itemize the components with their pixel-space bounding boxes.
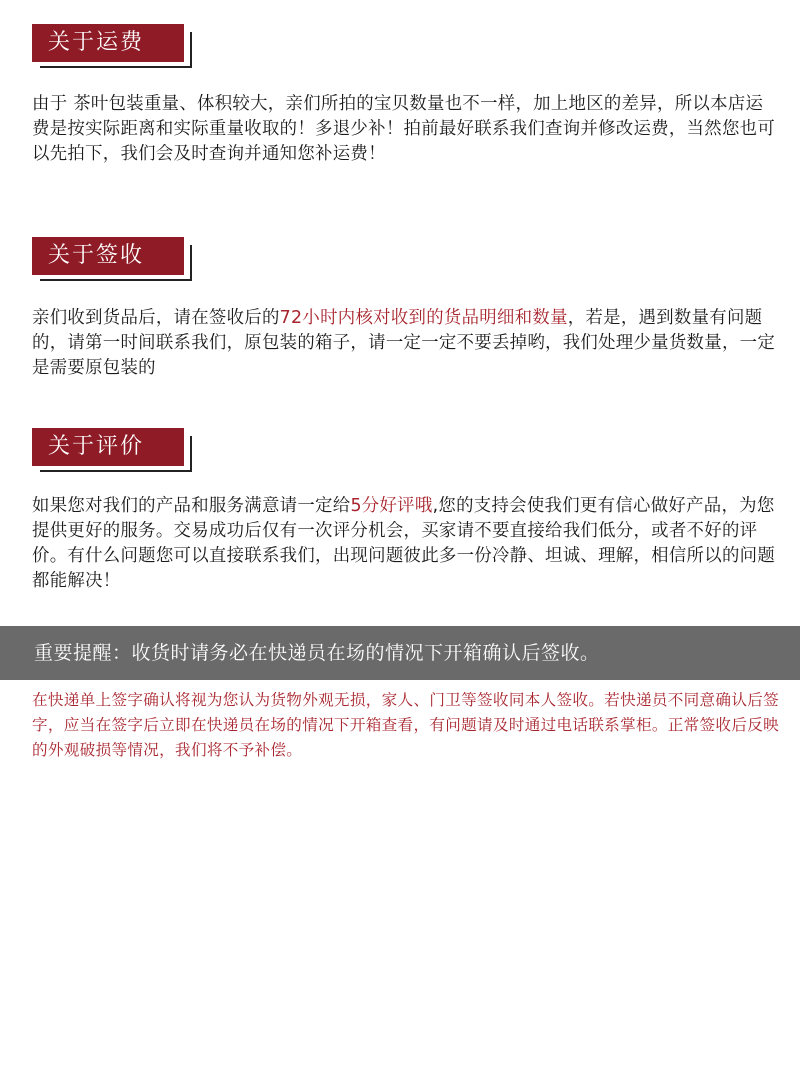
review-section-header (32, 428, 194, 472)
review-title: 关于评价 (32, 428, 184, 466)
signing-section-header (32, 237, 194, 281)
review-paragraph (32, 494, 776, 594)
signing-text-before: 亲们收到货品后，请在签收后的 (32, 308, 280, 328)
signing-title: 关于签收 (32, 237, 184, 275)
signing-highlight: 72小时内核对收到的货品明细和数量 (279, 308, 568, 328)
freight-section-header (32, 24, 194, 68)
freight-title: 关于运费 (32, 24, 184, 62)
delivery-notice: 在快递单上签字确认将视为您认为货物外观无损，家人、门卫等签收同本人签收。若快递员不同意确认后签字，应当在签字后立即在快递员在场的情况下开箱查看，有问题请及时通过电话联系掌柜。正常签收后反映的外观破损等情况，我们将不予补偿。 (32, 691, 780, 759)
important-reminder-bar: 重要提醒：收货时请务必在快递员在场的情况下开箱确认后签收。 (0, 626, 800, 680)
review-highlight: 5分好评哦 (350, 496, 433, 516)
review-text-before: 如果您对我们的产品和服务满意请一定给 (32, 496, 351, 516)
freight-paragraph: 由于 茶叶包装重量、体积较大，亲们所拍的宝贝数量也不一样，加上地区的差异，所以本店运费是按实际距离和实际重量收取的！多退少补！拍前最好联系我们查询并修改运费，当然您也可以先拍下，我们会及时查询并通知您补运费！ (32, 94, 776, 164)
signing-text-after: ，若是，遇到数量有问题的，请第一时间联系我们，原包装的箱子，请一定一定不要丢掉哟，我们处理少量货数量，一定是需要原包装的 (32, 308, 776, 378)
review-text-after: ,您的支持会使我们更有信心做好产品，为您提供更好的服务。交易成功后仅有一次评分机会，买家请不要直接给我们低分，或者不好的评价。有什么问题您可以直接联系我们，出现问题彼此多一份冷静、坦诚、理解，相信所以的问题都能解决！ (32, 496, 776, 591)
signing-paragraph (32, 306, 776, 381)
